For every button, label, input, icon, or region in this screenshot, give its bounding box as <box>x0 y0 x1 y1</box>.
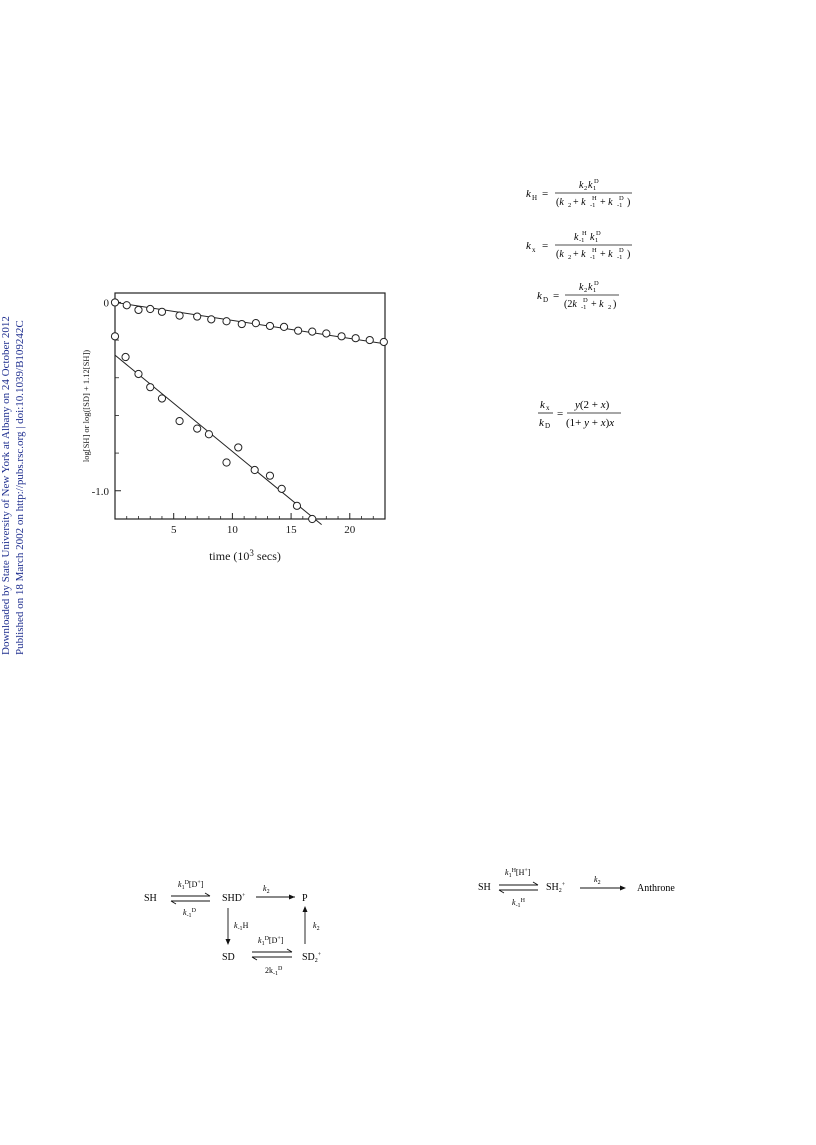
svg-text:k-1D: $k_{-1}^D$ <box>183 908 196 919</box>
svg-text:H: H <box>532 194 538 202</box>
data-point <box>122 353 129 360</box>
data-point <box>158 308 165 315</box>
svg-text:=: = <box>542 188 549 200</box>
svg-text:-1: -1 <box>590 202 596 209</box>
svg-text:-1: -1 <box>617 254 623 261</box>
svg-text:x: x <box>546 404 550 412</box>
data-point <box>194 425 201 432</box>
data-point <box>135 306 142 313</box>
equation-ratio <box>537 396 637 432</box>
svg-text:k-1H: $k_{-1}H$ <box>234 921 249 932</box>
svg-text:k: k <box>590 232 595 243</box>
svg-text:-1: -1 <box>617 202 623 209</box>
svg-text:k: k <box>526 188 531 200</box>
svg-text:+ k: + k <box>573 249 586 260</box>
y-axis-label: log[SH] or log([SD] + 1.12[SH]) <box>81 349 91 463</box>
data-point <box>323 330 330 337</box>
species-SD: SD <box>222 952 235 963</box>
svg-text:D: D <box>619 247 624 254</box>
x-tick-label: 10 <box>226 524 238 536</box>
svg-text:2: 2 <box>608 304 612 311</box>
svg-text:): ) <box>613 299 617 310</box>
svg-text:-1: -1 <box>581 304 587 311</box>
data-point <box>194 313 201 320</box>
species-SD2-plus: $SD_2^+$ <box>302 952 322 964</box>
data-point <box>111 299 118 306</box>
data-point <box>147 384 154 391</box>
y-tick-label: -1.0 <box>91 485 109 498</box>
svg-text:D: D <box>543 296 549 304</box>
svg-text:D: D <box>594 178 599 185</box>
data-point <box>135 370 142 377</box>
svg-text:+ k: + k <box>591 299 604 310</box>
x-tick-label: 20 <box>344 524 356 536</box>
svg-text:y(2 + x): y(2 + x) <box>575 399 610 411</box>
data-point <box>252 320 259 327</box>
y-tick-label: 0 <box>103 297 109 310</box>
data-point <box>295 327 302 334</box>
data-point <box>208 316 215 323</box>
x-tick-label: 5 <box>170 524 177 536</box>
svg-text:k: k <box>540 399 545 411</box>
plot-frame <box>115 293 385 519</box>
sidebar-doi-line: Published on 18 March 2002 on http://pubs.rsc.org | doi:10.1039/B109242C <box>14 320 26 655</box>
svg-text:k: k <box>539 417 544 429</box>
data-point <box>111 333 118 340</box>
species-SH: SH <box>144 893 157 904</box>
svg-text:k: k <box>526 240 531 252</box>
svg-text:H: H <box>592 195 597 202</box>
data-point <box>251 466 258 473</box>
svg-text:k2: $k_2$ <box>313 921 320 932</box>
svg-text:k: k <box>579 282 584 293</box>
equation-kx <box>526 230 646 262</box>
svg-text:H: H <box>582 230 587 237</box>
data-point <box>338 333 345 340</box>
data-point <box>352 335 359 342</box>
svg-text:=: = <box>542 240 549 252</box>
svg-text:(2k: (2k <box>564 299 577 310</box>
data-point <box>278 485 285 492</box>
fit-line-2 <box>115 355 322 525</box>
svg-text:k: k <box>588 282 593 293</box>
species-SH2-plus: $SH_2^+$ <box>546 882 566 894</box>
data-point <box>123 302 130 309</box>
svg-text:1: 1 <box>593 185 597 192</box>
svg-text:H: H <box>592 247 597 254</box>
svg-text:k: k <box>579 180 584 191</box>
svg-text:): ) <box>627 249 631 260</box>
equation-kH <box>526 178 646 210</box>
svg-text:1: 1 <box>595 237 599 244</box>
data-point <box>205 431 212 438</box>
species-P: P <box>302 893 308 904</box>
data-point <box>309 515 316 522</box>
svg-text:(k: (k <box>556 249 564 260</box>
svg-text:k: k <box>574 232 579 243</box>
data-point <box>266 472 273 479</box>
data-point <box>223 318 230 325</box>
sidebar-download-line: Downloaded by State University of New York at Albany on 24 October 2012 <box>0 316 12 655</box>
svg-text:-1: -1 <box>579 237 585 244</box>
data-point <box>176 312 183 319</box>
svg-text:D: D <box>545 422 551 430</box>
data-point <box>147 305 154 312</box>
x-axis-label: time ($10^3$ secs) <box>209 548 281 563</box>
data-point <box>309 328 316 335</box>
x-tick-label: 15 <box>285 524 297 536</box>
svg-text:k1D[D+]: $k_1^D[D^+]$ <box>258 936 284 947</box>
equation-kD <box>537 280 637 312</box>
svg-text:x: x <box>532 246 536 254</box>
svg-text:D: D <box>596 230 601 237</box>
svg-text:D: D <box>619 195 624 202</box>
species-SHD-plus: SHD+ <box>222 893 246 904</box>
svg-text:D: D <box>583 297 588 304</box>
data-point <box>380 338 387 345</box>
species-anthrone: Anthrone <box>637 883 675 894</box>
data-point <box>293 502 300 509</box>
svg-text:k: k <box>588 180 593 191</box>
svg-text:=: = <box>557 408 564 420</box>
data-point <box>223 459 230 466</box>
svg-text:(k: (k <box>556 197 564 208</box>
svg-text:D: D <box>594 280 599 287</box>
data-point <box>366 336 373 343</box>
data-point <box>176 417 183 424</box>
data-point <box>158 395 165 402</box>
svg-text:2: 2 <box>568 254 572 261</box>
svg-text:k-1H: $k_{-1}^H$ <box>512 898 525 909</box>
svg-text:2: 2 <box>584 185 588 192</box>
svg-text:k: k <box>537 290 542 302</box>
reaction-scheme-deuterium <box>140 872 340 980</box>
svg-text:k1D[D+]: $k_1^D[D^+]$ <box>178 880 204 891</box>
svg-text:): ) <box>627 197 631 208</box>
sidebar-citation <box>0 0 38 1145</box>
data-point <box>280 323 287 330</box>
svg-text:k2: $k_2$ <box>263 884 270 895</box>
svg-text:1: 1 <box>593 287 597 294</box>
svg-text:+ k: + k <box>600 197 613 208</box>
svg-text:-1: -1 <box>590 254 596 261</box>
species-SH-right: SH <box>478 882 491 893</box>
svg-text:k2: $k_2$ <box>594 875 601 886</box>
svg-text:k1H[H+]: $k_1^H[H^+]$ <box>505 868 531 879</box>
svg-text:(1+ y + x)x: (1+ y + x)x <box>566 417 615 429</box>
svg-text:+ k: + k <box>573 197 586 208</box>
svg-text:2k-1D: $2k_{-1}^D$ <box>265 966 283 977</box>
svg-text:=: = <box>553 290 560 302</box>
kinetics-chart <box>75 285 395 570</box>
data-point <box>266 322 273 329</box>
data-point <box>238 320 245 327</box>
data-point <box>235 444 242 451</box>
svg-text:+ k: + k <box>600 249 613 260</box>
svg-text:2: 2 <box>568 202 572 209</box>
reaction-scheme-hydrogen <box>474 860 694 916</box>
svg-text:2: 2 <box>584 287 588 294</box>
